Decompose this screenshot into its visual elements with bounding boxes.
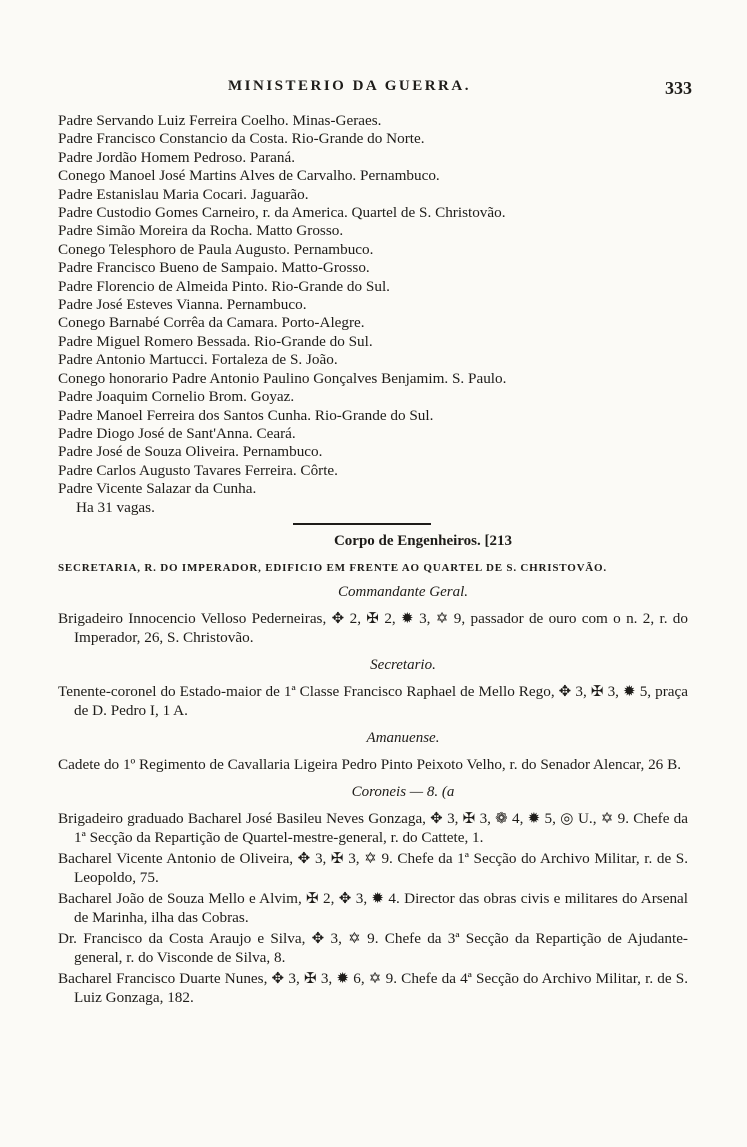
commandante-entry: Brigadeiro Innocencio Velloso Pederneiras, ✥ 2, ✠ 2, ✹ 3, ✡ 9, passador de ouro com o n. 2, r. do Imperador, 26, S. Christovão. [58, 609, 688, 646]
amanuense-title: Amanuense. [366, 729, 440, 746]
list-item: Conego Manoel José Martins Alves de Carvalho. Pernambuco. [58, 167, 440, 185]
coronel-entry: Bacharel Vicente Antonio de Oliveira, ✥ 3, ✠ 3, ✡ 9. Chefe da 1ª Secção do Archivo Militar, r. de S. Leopoldo, 75. [58, 849, 688, 886]
vacancies-note: Ha 31 vagas. [76, 498, 155, 516]
list-item: Conego honorario Padre Antonio Paulino Gonçalves Benjamim. S. Paulo. [58, 369, 507, 387]
clergy-list [58, 112, 688, 499]
list-item: Padre Francisco Bueno de Sampaio. Matto-Grosso. [58, 259, 370, 277]
coronel-entry: Bacharel João de Souza Mello e Alvim, ✠ 2, ✥ 3, ✹ 4. Director das obras civis e militares do Arsenal de Marinha, ilha das Cobras. [58, 889, 688, 926]
list-item: Padre Vicente Salazar da Cunha. [58, 480, 257, 498]
coronel-entry: Bacharel Francisco Duarte Nunes, ✥ 3, ✠ 3, ✹ 6, ✡ 9. Chefe da 4ª Secção do Archivo Militar, r. de S. Luiz Gonzaga, 182. [58, 969, 688, 1006]
list-item: Padre Jordão Homem Pedroso. Paraná. [58, 148, 296, 166]
list-item: Padre José Esteves Vianna. Pernambuco. [58, 296, 307, 314]
coroneis-title: Coroneis — 8. (a [351, 783, 455, 800]
section-divider [293, 523, 431, 525]
list-item: Padre Servando Luiz Ferreira Coelho. Minas-Geraes. [58, 112, 382, 129]
page-header [58, 78, 692, 112]
document-page [58, 78, 692, 1007]
list-item: Padre Manoel Ferreira dos Santos Cunha. Rio-Grande do Sul. [58, 406, 434, 424]
list-item: Padre Joaquim Cornelio Brom. Goyaz. [58, 388, 295, 406]
list-item: Padre José de Souza Oliveira. Pernambuco. [58, 443, 323, 461]
address-line: SECRETARIA, R. DO IMPERADOR, EDIFICIO EM FRENTE AO QUARTEL DE S. CHRISTOVÃO. [58, 561, 607, 574]
list-item: Padre Custodio Gomes Carneiro, r. da America. Quartel de S. Christovão. [58, 204, 506, 222]
list-item: Padre Diogo José de Sant'Anna. Ceará. [58, 424, 296, 442]
page-number: 333 [665, 78, 692, 98]
running-title: MINISTERIO DA GUERRA. [228, 78, 471, 94]
list-item: Padre Francisco Constancio da Costa. Rio-Grande do Norte. [58, 130, 425, 148]
amanuense-entry: Cadete do 1º Regimento de Cavallaria Ligeira Pedro Pinto Peixoto Velho, r. do Senador Alencar, 26 B. [58, 755, 682, 773]
coronel-entry: Dr. Francisco da Costa Araujo e Silva, ✥ 3, ✡ 9. Chefe da 3ª Secção da Repartição de Ajudante-general, r. do Visconde de Silva, 8. [58, 929, 688, 966]
list-item: Conego Barnabé Corrêa da Camara. Porto-Alegre. [58, 314, 365, 332]
secretario-entry: Tenente-coronel do Estado-maior de 1ª Classe Francisco Raphael de Mello Rego, ✥ 3, ✠ 3, ✹ 5, praça de D. Pedro I, 1 A. [58, 682, 688, 719]
coronel-entry: Brigadeiro graduado Bacharel José Basileu Neves Gonzaga, ✥ 3, ✠ 3, ❁ 4, ✹ 5, ◎ U., ✡ 9. Chefe da 1ª Secção da Repartição de Quartel-mestre-general, r. do Cattete, 1. [58, 809, 688, 846]
list-item: Padre Simão Moreira da Rocha. Matto Grosso. [58, 222, 344, 240]
list-item: Padre Antonio Martucci. Fortaleza de S. João. [58, 351, 338, 369]
list-item: Padre Miguel Romero Bessada. Rio-Grande do Sul. [58, 332, 373, 350]
list-item: Padre Carlos Augusto Tavares Ferreira. Côrte. [58, 461, 338, 479]
section-heading: Corpo de Engenheiros. [213 [333, 532, 513, 549]
list-item: Padre Estanislau Maria Cocari. Jaguarão. [58, 185, 309, 203]
list-item: Padre Florencio de Almeida Pinto. Rio-Grande do Sul. [58, 277, 390, 295]
list-item: Conego Telesphoro de Paula Augusto. Pernambuco. [58, 240, 374, 258]
secretario-title: Secretario. [370, 656, 436, 673]
commandante-title: Commandante Geral. [338, 583, 468, 600]
